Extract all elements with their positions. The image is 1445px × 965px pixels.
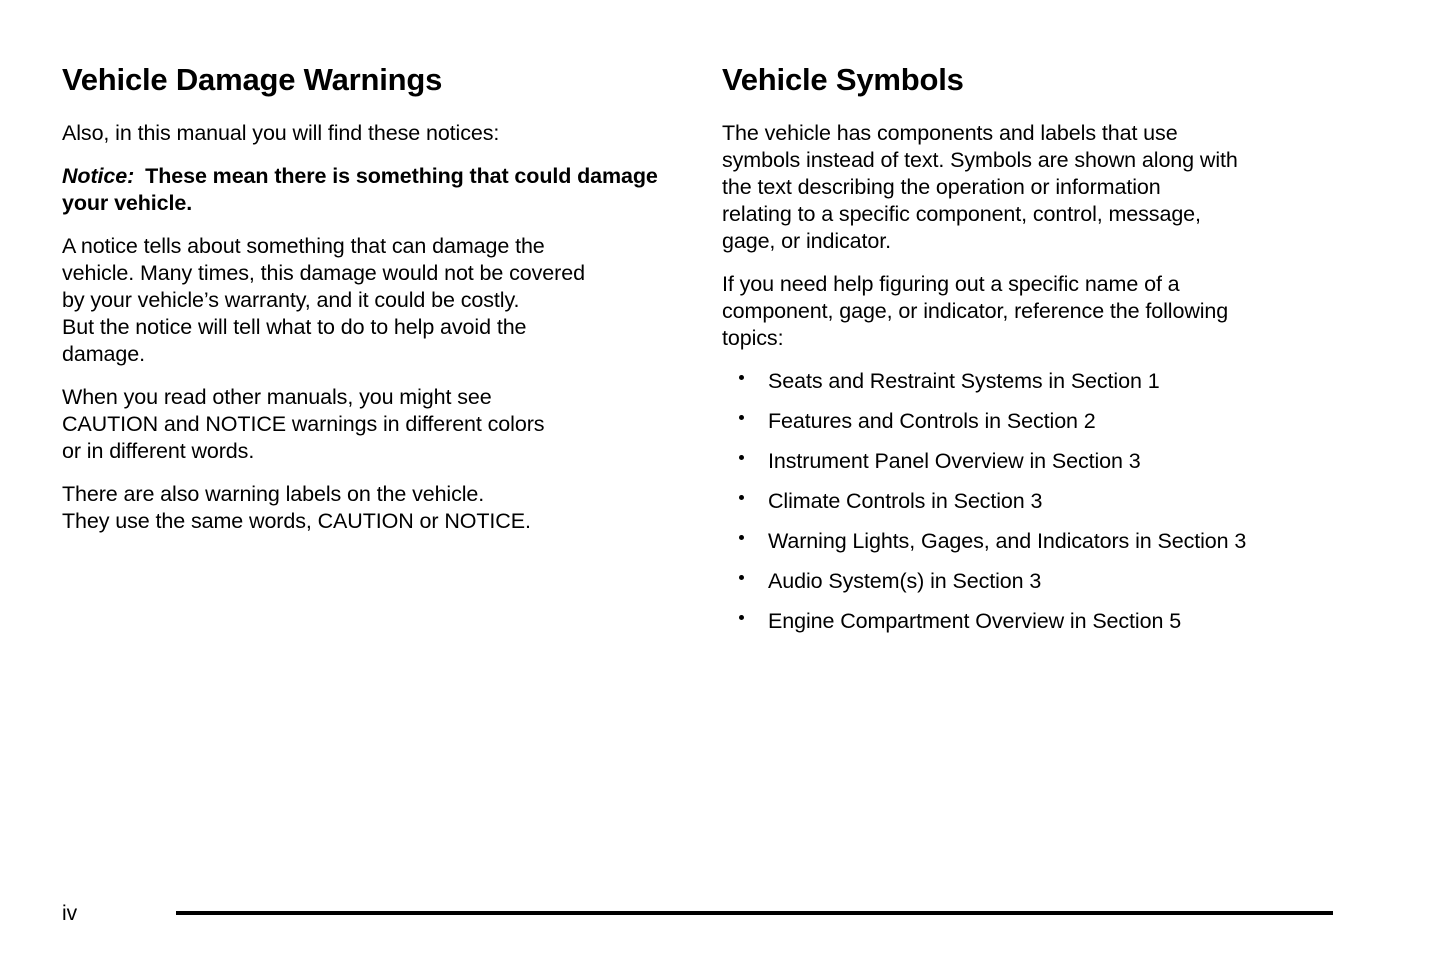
bullet-icon: [739, 575, 744, 580]
list-item-label: Climate Controls in Section 3: [768, 489, 1043, 513]
paragraph-line: the text describing the operation or information: [722, 175, 1161, 199]
body-paragraph-symbols-description: [722, 120, 1337, 255]
bullet-icon: [739, 375, 744, 380]
paragraph-line: gage, or indicator.: [722, 229, 892, 253]
paragraph-line: component, gage, or indicator, reference the following: [722, 299, 1229, 323]
intro-paragraph: [62, 120, 682, 147]
list-item-label: Seats and Restraint Systems in Section 1: [768, 369, 1160, 393]
paragraph-line: The vehicle has components and labels that use: [722, 121, 1178, 145]
list-item-label: Features and Controls in Section 2: [768, 409, 1096, 433]
list-item: [722, 528, 1337, 554]
paragraph-line: If you need help figuring out a specific name of a: [722, 272, 1180, 296]
paragraph-line: They use the same words, CAUTION or NOTICE.: [62, 509, 531, 533]
paragraph-line: When you read other manuals, you might see: [62, 385, 492, 409]
paragraph-line: There are also warning labels on the vehicle.: [62, 482, 485, 506]
paragraph-line: by your vehicle’s warranty, and it could be costly.: [62, 288, 520, 312]
body-paragraph-other-manuals: [62, 384, 682, 465]
bullet-icon: [739, 415, 744, 420]
list-item: [722, 568, 1337, 594]
paragraph-line: damage.: [62, 342, 145, 366]
paragraph-line: vehicle. Many times, this damage would not be covered: [62, 261, 585, 285]
list-item: [722, 408, 1337, 434]
footer-divider: [176, 911, 1333, 915]
list-item: [722, 368, 1337, 394]
list-item-label: Instrument Panel Overview in Section 3: [768, 449, 1141, 473]
paragraph-line: or in different words.: [62, 439, 255, 463]
paragraph-line: topics:: [722, 326, 784, 350]
notice-paragraph: [62, 163, 682, 217]
bullet-icon: [739, 455, 744, 460]
bullet-icon: [739, 535, 744, 540]
paragraph-line: symbols instead of text. Symbols are shown along with: [722, 148, 1238, 172]
page-number: iv: [62, 902, 78, 925]
topics-list: [722, 368, 1337, 634]
intro-line: Also, in this manual you will find these notices:: [62, 121, 500, 145]
paragraph-line: A notice tells about something that can damage the: [62, 234, 545, 258]
notice-text: These mean there is something that could damage your vehicle.: [62, 164, 658, 215]
list-item-label: Engine Compartment Overview in Section 5: [768, 609, 1182, 633]
body-paragraph-topics-intro: [722, 271, 1337, 352]
list-item: [722, 608, 1337, 634]
paragraph-line: CAUTION and NOTICE warnings in different colors: [62, 412, 545, 436]
list-item: [722, 488, 1337, 514]
bullet-icon: [739, 495, 744, 500]
paragraph-line: But the notice will tell what to do to help avoid the: [62, 315, 527, 339]
list-item-label: Warning Lights, Gages, and Indicators in Section 3: [768, 529, 1247, 553]
body-paragraph-notice-explanation: [62, 233, 682, 368]
page-footer: [0, 895, 1445, 965]
body-paragraph-warning-labels: [62, 481, 682, 535]
left-column: [62, 62, 682, 535]
paragraph-line: relating to a specific component, control, message,: [722, 202, 1201, 226]
notice-label: Notice:: [62, 164, 135, 188]
page-title-vehicle-damage-warnings: Vehicle Damage Warnings: [62, 62, 443, 97]
list-item-label: Audio System(s) in Section 3: [768, 569, 1042, 593]
page-title-vehicle-symbols: Vehicle Symbols: [722, 62, 964, 97]
list-item: [722, 448, 1337, 474]
right-column: [722, 62, 1337, 634]
bullet-icon: [739, 615, 744, 620]
